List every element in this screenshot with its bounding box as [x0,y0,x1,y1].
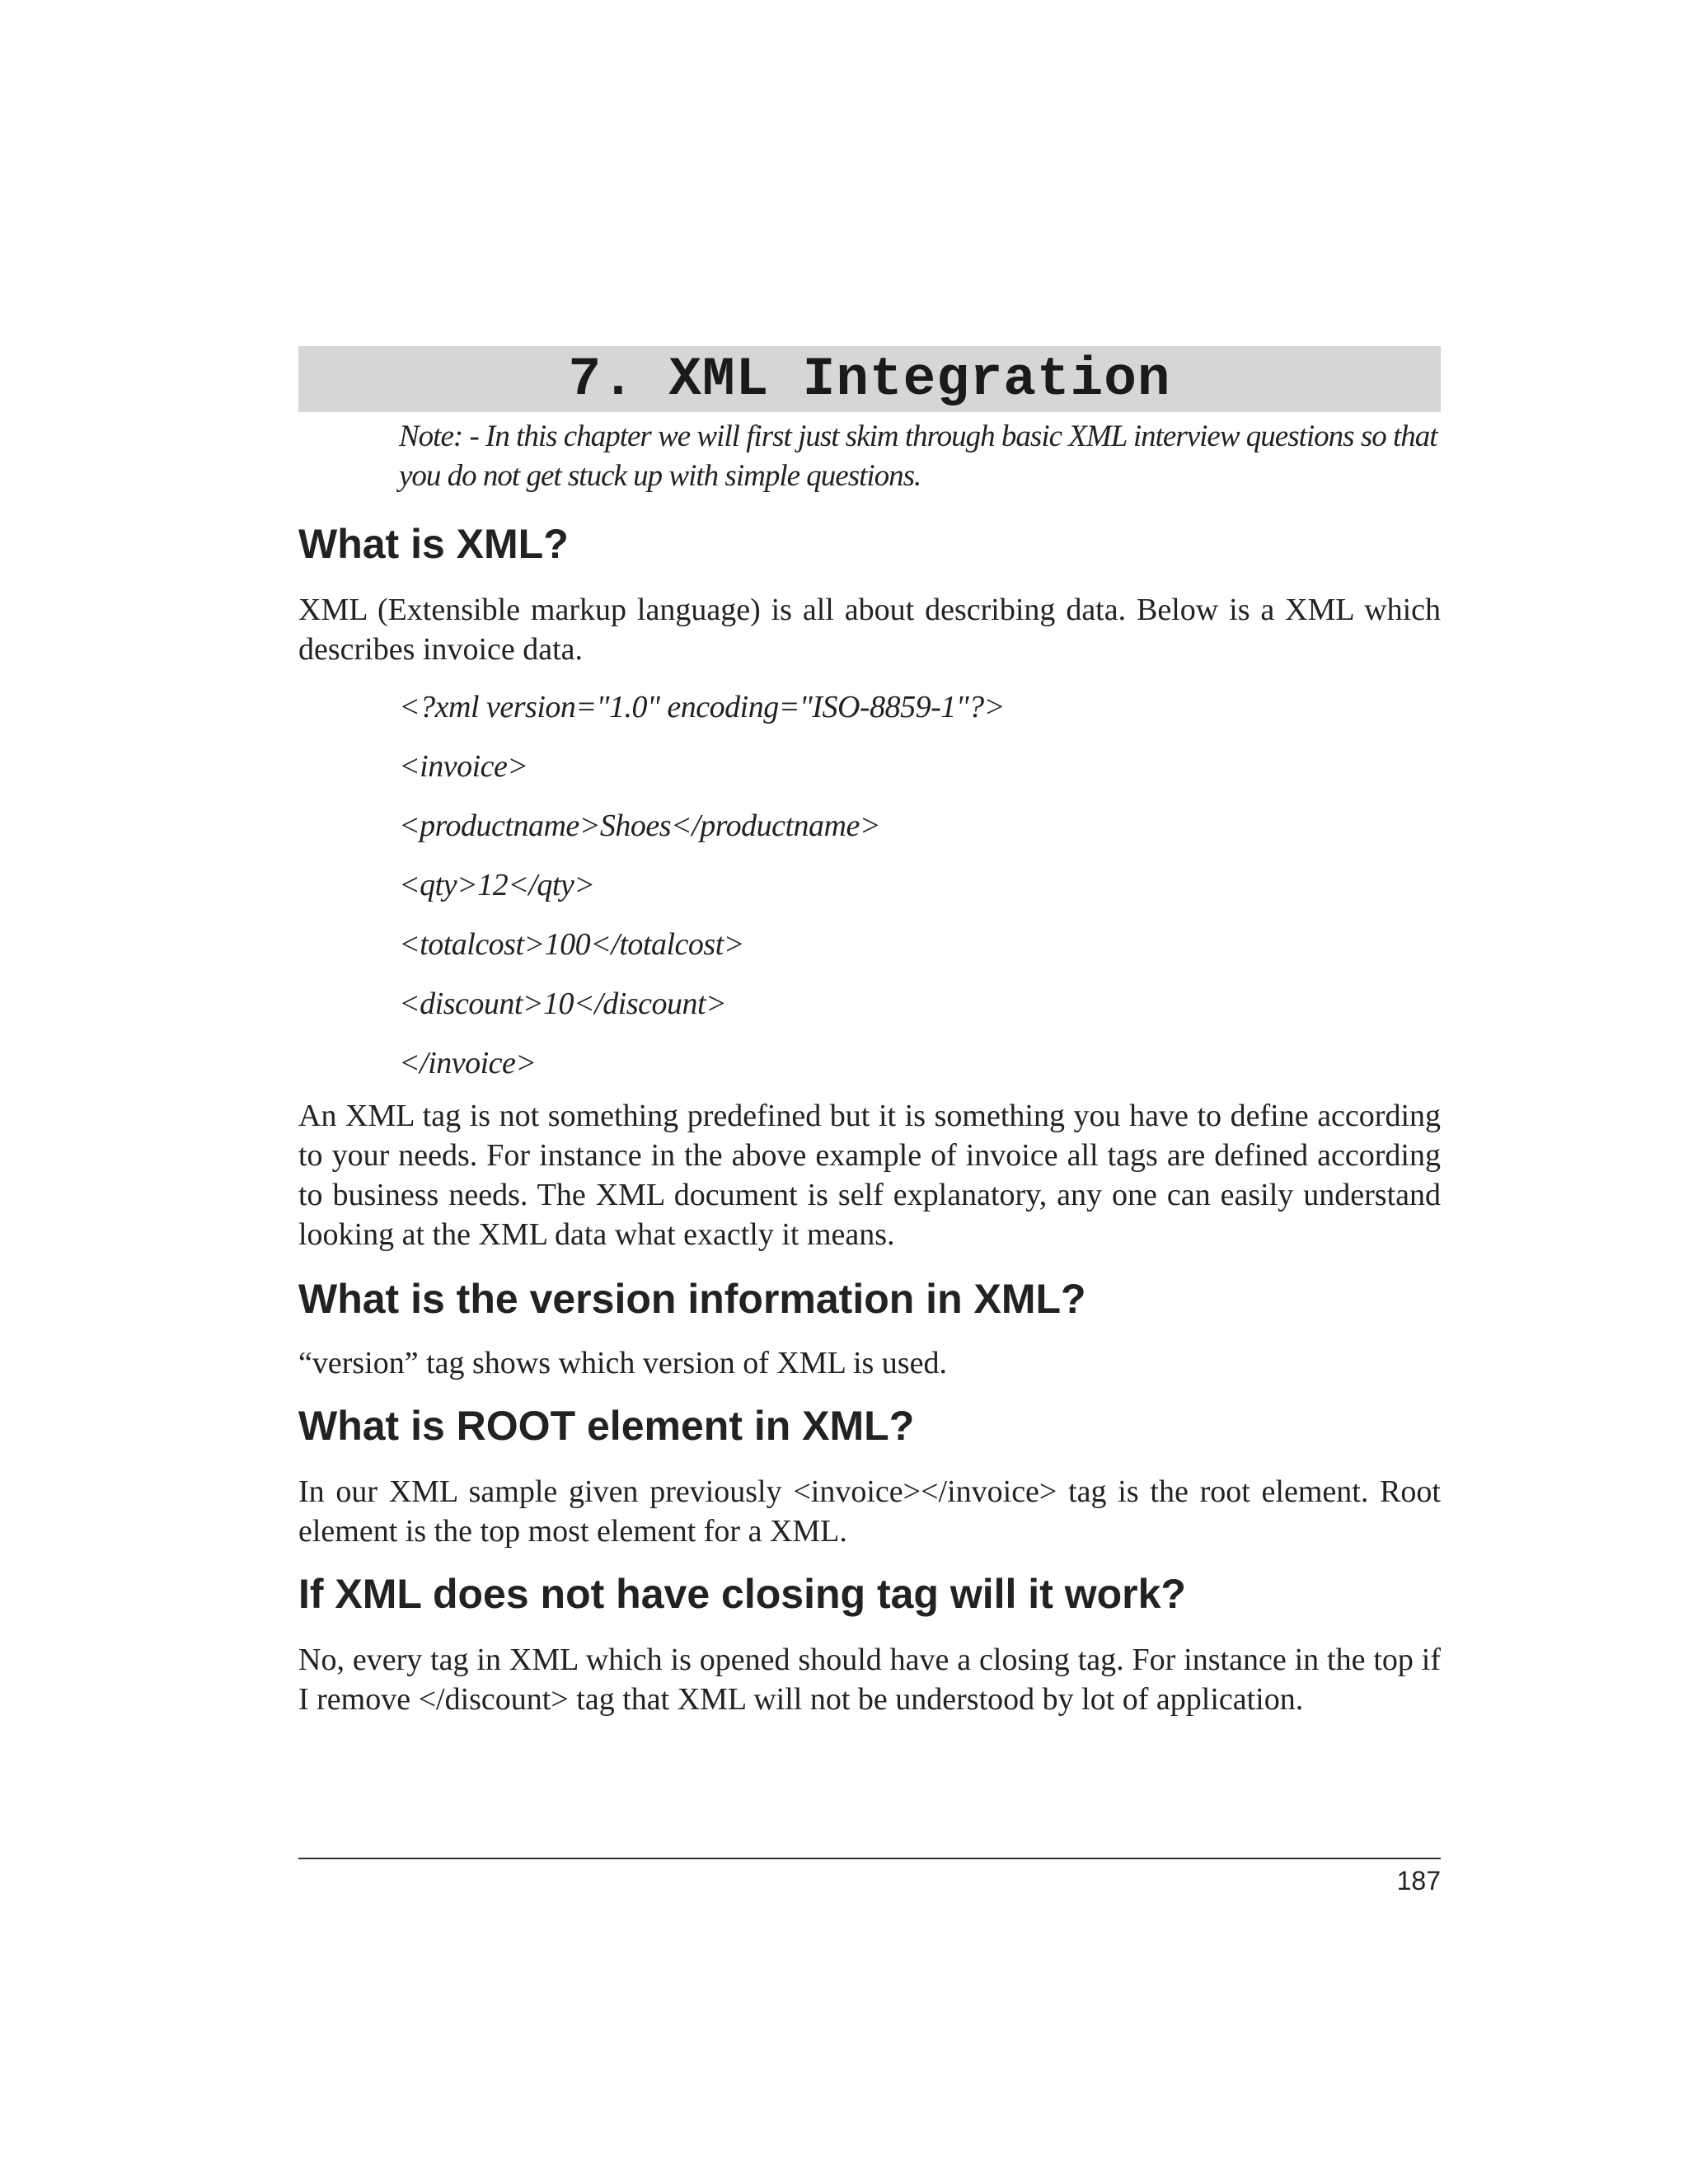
section-heading-closing-tag: If XML does not have closing tag will it work? [298,1571,1186,1617]
code-line: <discount>10</discount> [399,987,727,1021]
chapter-header [298,346,1441,412]
code-line: <productname>Shoes</productname> [399,808,881,843]
code-line: <invoice> [399,749,528,784]
chapter-note: Note: - In this chapter we will first just skim through basic XML interview questions so that you do not get stuck up with simple questions. [399,419,1437,493]
section-paragraph: No, every tag in XML which is opened should have a closing tag. For instance in the top if I remove </discount> tag that XML will not be understood by lot of application. [298,1643,1441,1717]
section-paragraph: An XML tag is not something predefined but it is something you have to define according to your needs. For instance in the above example of invoice all tags are defined according to business needs. The XML document is self explanatory, any one can easily understand looking at the XML data what exactly it means. [298,1099,1441,1252]
section-heading-version-information: What is the version information in XML? [298,1276,1086,1322]
code-line: <?xml version="1.0" encoding="ISO-8859-1"?> [399,690,1005,724]
code-line: <qty>12</qty> [399,868,595,902]
code-line: </invoice> [399,1046,537,1080]
xml-code-block [298,687,1441,1083]
page-number: 187 [1396,1866,1441,1896]
footer-divider [298,1858,1441,1859]
chapter-title: 7. XML Integration [568,348,1171,410]
section-paragraph: “version” tag shows which version of XML is used. [298,1346,947,1380]
section-paragraph: XML (Extensible markup language) is all about describing data. Below is a XML which describes invoice data. [298,593,1441,667]
page-content [298,346,1441,1719]
section-paragraph: In our XML sample given previously <invoice></invoice> tag is the root element. Root element is the top most element for a XML. [298,1474,1441,1549]
code-line: <totalcost>100</totalcost> [399,927,744,962]
section-heading-root-element: What is ROOT element in XML? [298,1403,915,1449]
section-heading-what-is-xml: What is XML? [298,521,569,567]
